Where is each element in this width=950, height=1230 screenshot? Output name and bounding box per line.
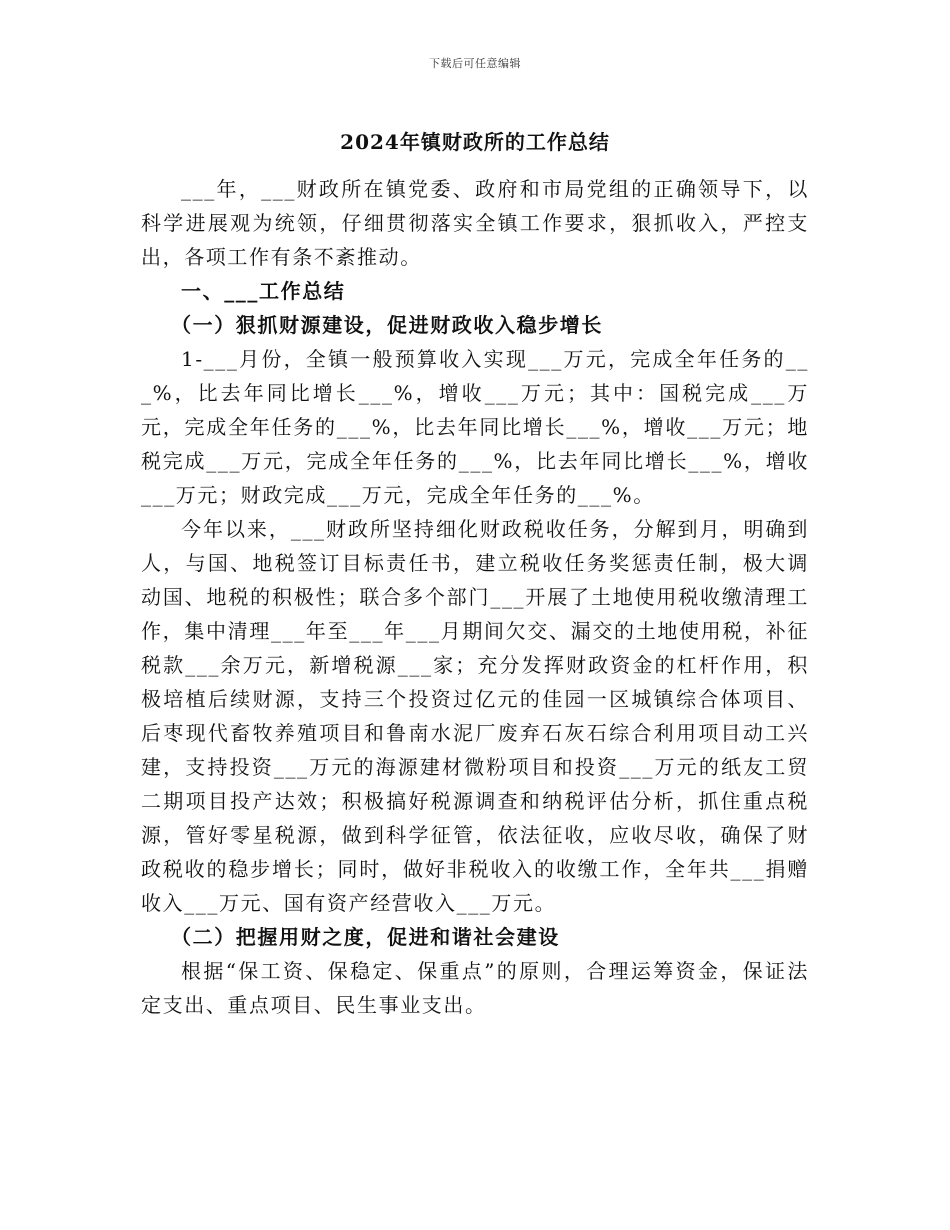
subsection-heading: （一）狠抓财源建设，促进财政收入稳步增长 (171, 313, 603, 337)
section-heading: 一、___工作总结 (181, 279, 346, 303)
subsection-heading: （二）把握用财之度，促进和谐社会建设 (171, 925, 560, 949)
body-paragraph: 1-___月份，全镇一般预算收入实现___万元，完成全年任务的___%，比去年同比增长___%，增收___万元；其中：国税完成___万元，完成全年任务的___%，比去年同比增长___%，增收___万元；地税完成___万元，完成全年任务的___%，比去年同比增长___%，增收___万元；财政完成___万元，完成全年任务的___%。 (141, 347, 809, 507)
intro-paragraph: ___年，___财政所在镇党委、政府和市局党组的正确领导下，以科学进展观为统领，仔细贯彻落实全镇工作要求，狠抓收入，严控支出，各项工作有条不紊推动。 (141, 177, 809, 269)
document-title: 2024年镇财政所的工作总结 (340, 130, 610, 154)
body-paragraph: 根据“保工资、保稳定、保重点”的原则，合理运筹资金，保证法定支出、重点项目、民生事业支出。 (141, 959, 809, 1017)
body-paragraph: 今年以来，___财政所坚持细化财政税收任务，分解到月，明确到人，与国、地税签订目标责任书，建立税收任务奖惩责任制，极大调动国、地税的积极性；联合多个部门___开展了土地使用税收缴清理工作，集中清理___年至___年___月期间欠交、漏交的土地使用税，补征税款___余万元，新增税源___家；充分发挥财政资金的杠杆作用，积极培植后续财源，支持三个投资过亿元的佳园一区城镇综合体项目、后枣现代畜牧养殖项目和鲁南水泥厂废弃石灰石综合利用项目动工兴建，支持投资___万元的海源建材微粉项目和投资___万元的纸友工贸二期项目投产达效；积极搞好税源调查和纳税评估分析，抓住重点税源，管好零星税源，做到科学征管，依法征收，应收尽收，确保了财政税收的稳步增长；同时，做好非税收入的收缴工作，全年共___捐赠收入___万元、国有资产经营收入___万元。 (141, 517, 809, 915)
document-body (141, 172, 809, 1022)
header-note: 下载后可任意编辑 (429, 57, 521, 70)
